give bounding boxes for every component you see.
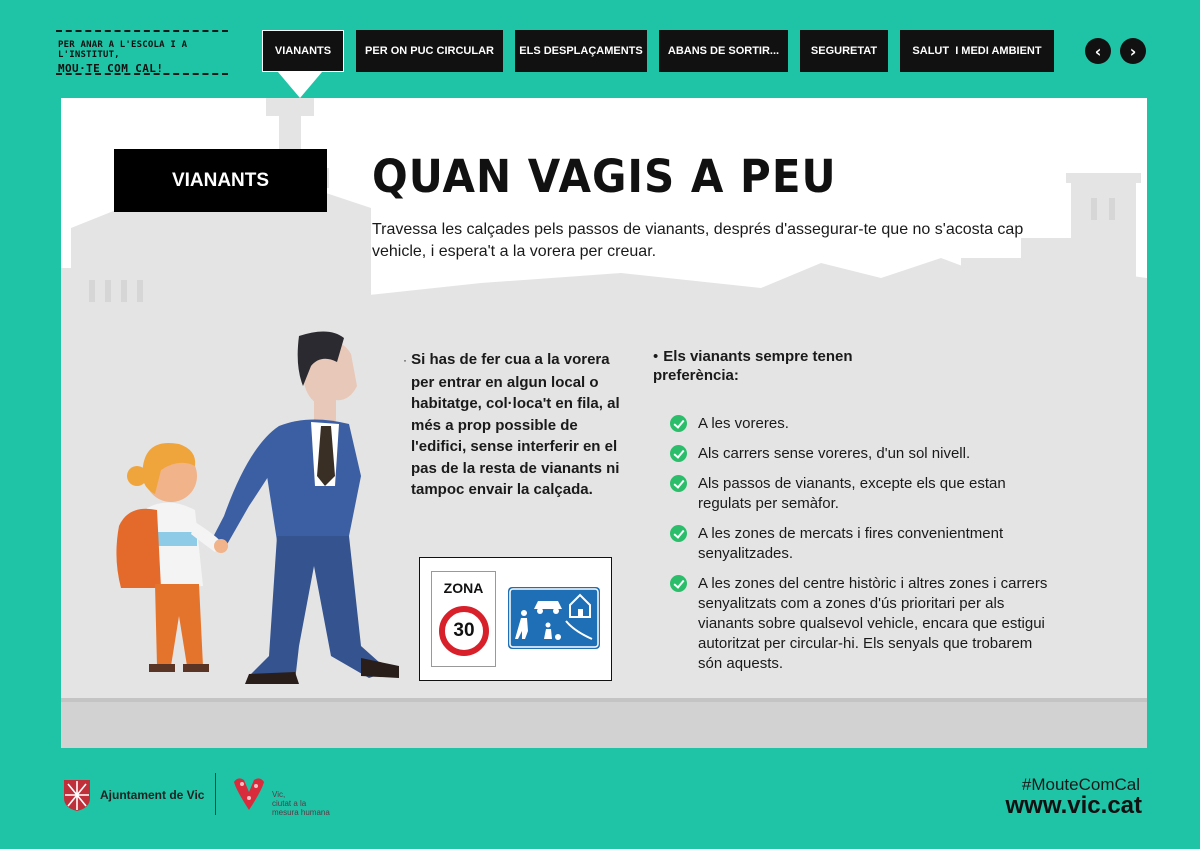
brand-line1: PER ANAR A L'ESCOLA I A L'INSTITUT, xyxy=(58,40,188,60)
residential-zone-icon xyxy=(508,587,600,649)
chevron-left-icon: ‹ xyxy=(1094,41,1102,61)
zona-label: ZONA xyxy=(443,580,484,596)
preference-title-text: Els vianants sempre tenen preferència: xyxy=(653,348,853,384)
queue-paragraph xyxy=(403,349,626,501)
vic-tagline xyxy=(272,790,330,817)
preference-title xyxy=(653,347,903,385)
content-panel xyxy=(61,98,1147,748)
vic-heart-icon xyxy=(232,776,266,812)
brand-logo xyxy=(56,30,228,75)
brand-line2: MOU·TE COM CAL! xyxy=(58,62,164,75)
list-item-text: Als passos de vianants, excepte els que estan regulats per semàfor. xyxy=(698,475,1006,512)
check-icon xyxy=(670,525,687,542)
list-item-text: A les voreres. xyxy=(698,415,789,432)
list-item xyxy=(670,414,1060,434)
list-item-text: A les zones del centre històric i altres zones i carrers senyalitzats com a zones d'ús prioritari per als vianants sobre qualsevol vehicle, encara que estigui autoritzat per circular-hi. Els senyals que trobarem són aquests. xyxy=(698,575,1048,672)
residential-zone-sign xyxy=(508,587,600,649)
pedestrians-illustration xyxy=(99,326,419,706)
list-item xyxy=(670,574,1060,674)
check-icon xyxy=(670,415,687,432)
vic-shield-icon xyxy=(62,778,92,812)
speed-limit-circle xyxy=(439,606,489,656)
queue-bullet: · xyxy=(403,353,407,367)
child-figure xyxy=(116,443,228,672)
man-figure xyxy=(211,331,399,684)
tab-salut-medi-ambient[interactable]: SALUT I MEDI AMBIENT xyxy=(900,30,1054,72)
tab-seguretat[interactable]: SEGURETAT xyxy=(800,30,888,72)
check-icon xyxy=(670,445,687,462)
ajuntament-logo[interactable] xyxy=(62,778,204,812)
section-badge: VIANANTS xyxy=(114,149,327,212)
tab-vianants[interactable]: VIANANTS xyxy=(262,30,344,72)
prev-button[interactable] xyxy=(1085,38,1111,64)
tab-abans-de-sortir[interactable]: ABANS DE SORTIR... xyxy=(659,30,788,72)
intro-paragraph: Travessa les calçades pels passos de vianants, després d'assegurar-te que no s'acosta cap vehicle, i espera't a la vorera per creuar. xyxy=(372,221,1024,260)
footer-divider xyxy=(215,773,216,815)
active-tab-pointer xyxy=(278,72,322,98)
traffic-signs-box xyxy=(419,557,612,681)
tab-per-on-puc-circular[interactable]: PER ON PUC CIRCULAR xyxy=(356,30,503,72)
chevron-right-icon: › xyxy=(1129,41,1137,61)
check-icon xyxy=(670,475,687,492)
zona-30-sign xyxy=(431,571,496,667)
page-title: QUAN VAGIS A PEU xyxy=(372,150,837,203)
list-item-text: Als carrers sense voreres, d'un sol nivell. xyxy=(698,445,971,462)
preference-list xyxy=(670,414,1060,684)
vic-tagline-line1: Vic, xyxy=(272,790,286,799)
preference-bullet: • xyxy=(653,348,659,365)
ajuntament-label: Ajuntament de Vic xyxy=(100,788,205,802)
vic-tagline-line3: mesura humana xyxy=(272,808,330,817)
list-item xyxy=(670,524,1060,564)
vic-city-logo[interactable] xyxy=(232,776,330,817)
queue-text: Si has de fer cua a la vorera per entrar en algun local o habitatge, col·loca't en fila, al més a prop possible de l'edifici, sense interferir en el pas de la resta de vianants ni tampoc envair la calçada. xyxy=(411,351,620,498)
next-button[interactable] xyxy=(1120,38,1146,64)
list-item xyxy=(670,444,1060,464)
vic-tagline-line2: ciutat a la xyxy=(272,799,307,808)
list-item xyxy=(670,474,1060,514)
tab-els-desplacaments[interactable]: ELS DESPLAÇAMENTS xyxy=(515,30,647,72)
hashtag: #MouteComCal xyxy=(1021,775,1140,794)
website-link[interactable]: www.vic.cat xyxy=(1005,792,1142,819)
check-icon xyxy=(670,575,687,592)
list-item-text: A les zones de mercats i fires convenientment senyalitzades. xyxy=(698,525,1004,562)
speed-value: 30 xyxy=(453,620,475,641)
